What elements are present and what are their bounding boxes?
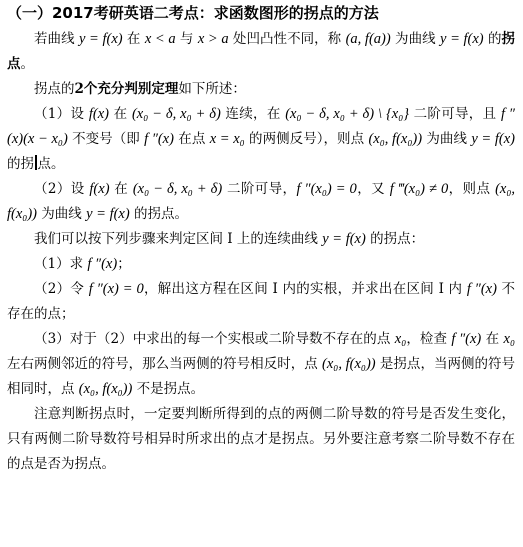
- text: ，又: [356, 181, 390, 197]
- text: 与: [175, 31, 198, 47]
- text: （2）设: [34, 181, 90, 197]
- math-expression: f ″(x₀) = 0: [296, 181, 357, 197]
- math-expression: f ″(x)(x − x₀): [7, 106, 515, 147]
- paragraph-theorem-1: [7, 102, 515, 177]
- text: 不变号（即: [67, 131, 145, 147]
- text: ，则点: [448, 181, 496, 197]
- text: 二阶可导，: [222, 181, 297, 197]
- math-expression: x = x₀: [209, 131, 245, 147]
- math-expression: y = f(x): [322, 231, 366, 247]
- text: 二阶可导，且: [409, 106, 501, 122]
- math-expression: y = f(x): [78, 31, 123, 47]
- paragraph-step-2: [7, 277, 515, 327]
- paragraph-theorems-intro: [7, 77, 515, 102]
- text: 处凹凸性不同，称: [228, 31, 346, 47]
- paragraph-theorem-2: [7, 177, 515, 227]
- text: 在点: [173, 131, 210, 147]
- text: （1）求: [34, 256, 88, 272]
- text: 为曲线: [422, 131, 472, 147]
- math-expression: (x₀, f(x₀)): [322, 356, 376, 372]
- text: 我们可以按下列步骤来判定区间 I 上的连续曲线: [34, 231, 323, 247]
- math-expression: f ″(x): [451, 331, 482, 347]
- text: 左右两侧邻近的符号，那么当两侧的符号相反时，点: [7, 356, 323, 372]
- math-expression: f ″(x): [87, 256, 118, 272]
- text: 的拐点。: [129, 206, 188, 222]
- text: 在: [122, 31, 145, 47]
- math-expression: (x₀ − δ, x₀ + δ): [132, 181, 223, 197]
- math-expression: f(x): [89, 181, 110, 197]
- text-cursor: [35, 155, 37, 170]
- math-expression: f ″(x): [466, 281, 497, 297]
- math-expression: x₀: [503, 331, 516, 347]
- document-title: （一）2017考研英语二考点：求函数图形的拐点的方法: [7, 4, 379, 22]
- text: ；: [117, 256, 131, 272]
- math-expression: (x₀ − δ, x₀ + δ) \ {x₀}: [285, 106, 410, 122]
- math-expression: f ″(x): [144, 131, 174, 147]
- math-expression: x₀: [394, 331, 407, 347]
- text: 在: [109, 181, 133, 197]
- math-expression: f ″(x) = 0: [88, 281, 144, 297]
- math-expression: x < a: [144, 31, 176, 47]
- bold-term: 拐点: [7, 31, 516, 72]
- text: （2）令: [34, 281, 89, 297]
- text: （3）对于（2）中求出的每一个实根或二阶导数不存在的点: [34, 331, 395, 347]
- math-expression: (x₀, f(x₀)): [368, 131, 423, 147]
- text: 的拐: [7, 156, 34, 172]
- math-expression: (a, f(a)): [345, 31, 391, 47]
- text: 的拐点：: [365, 231, 425, 247]
- math-expression: x > a: [197, 31, 229, 47]
- math-expression: y = f(x): [439, 31, 484, 47]
- text: 。: [20, 56, 34, 72]
- math-expression: (x₀ − δ, x₀ + δ): [131, 106, 221, 122]
- text: （1）设: [34, 106, 89, 122]
- text: 不存在的点；: [7, 281, 516, 322]
- text: 在: [481, 331, 504, 347]
- text: 点。: [37, 156, 65, 172]
- text: 若曲线: [34, 31, 79, 47]
- math-expression: (x₀, f(x₀)): [78, 381, 133, 397]
- paragraph-inflection-definition: [7, 27, 515, 77]
- text: ，检查: [406, 331, 452, 347]
- text: 连续，在: [220, 106, 286, 122]
- text: 是拐点，当两侧的符号相同时，点: [7, 356, 516, 397]
- text: 为曲线: [390, 31, 440, 47]
- math-expression: (x₀, f(x₀)): [7, 181, 515, 222]
- math-expression: f ‴(x₀) ≠ 0: [389, 181, 449, 197]
- text: 不是拐点。: [132, 381, 205, 397]
- text: 拐点的: [34, 81, 75, 97]
- paragraph-steps-intro: [7, 227, 515, 252]
- text: 的两侧反号），则点: [244, 131, 369, 147]
- bold-term: 2个充分判别定理: [74, 81, 179, 97]
- text: 在: [108, 106, 132, 122]
- paragraph-note: 注意判断拐点时，一定要判断所得到的点的两侧二阶导数的符号是否发生变化，只有两侧二阶导数符号相异时所求出的点才是拐点。另外要注意考察二阶导数不存在的点是否为拐点。: [7, 406, 515, 472]
- paragraph-step-3: [7, 327, 515, 402]
- math-expression: y = f(x): [471, 131, 515, 147]
- text: 为曲线: [37, 206, 87, 222]
- text: 如下所述：: [178, 81, 246, 97]
- text: 的: [483, 31, 502, 47]
- paragraph-step-1: [7, 252, 515, 277]
- math-expression: y = f(x): [86, 206, 130, 222]
- math-expression: f(x): [88, 106, 109, 122]
- text: ，解出这方程在区间 I 内的实根，并求出在区间 I 内: [143, 281, 467, 297]
